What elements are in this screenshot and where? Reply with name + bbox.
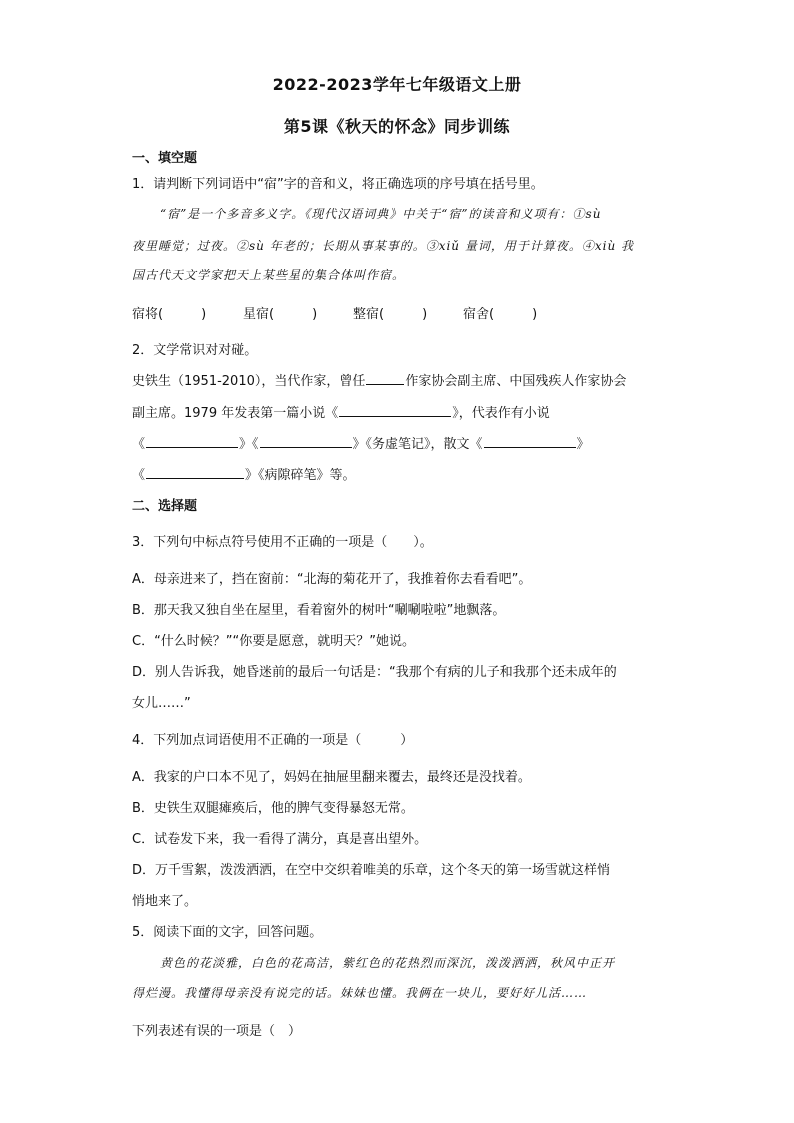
reading-passage-line: 得烂漫。我懂得母亲没有说完的话。妹妹也懂。我俩在一块儿，要好好儿活…… xyxy=(132,986,588,1000)
word-label: 整宿( xyxy=(353,307,385,322)
question-1-item: 整宿( ) xyxy=(353,307,428,322)
answer-blank[interactable] xyxy=(260,433,352,448)
option-a: A．母亲进来了，挡在窗前：“北海的菊花开了，我推着你去看看吧”。 xyxy=(132,572,532,587)
answer-blank[interactable] xyxy=(339,402,451,417)
answer-blank[interactable] xyxy=(146,464,244,479)
reading-passage-line: 黄色的花淡雅，白色的花高洁，紫红色的花热烈而深沉，泼泼洒洒，秋风中正开 xyxy=(160,956,616,970)
option-d-continued: 悄地来了。 xyxy=(132,894,198,909)
word-label: 宿舍( xyxy=(463,307,495,322)
option-d: D．别人告诉我，她昏迷前的最后一句话是：“我那个有病的儿子和我那个还未成年的 xyxy=(132,665,617,680)
word-label: 宿将( xyxy=(132,307,164,322)
option-d: D．万千雪絮，泼泼洒洒，在空中交织着唯美的乐章，这个冬天的第一场雪就这样悄 xyxy=(132,863,611,878)
question-1-quote-line: 夜里睡觉；过夜。②sù 年老的；长期从事某事的。③xiǔ 量词，用于计算夜。④xiù 我 xyxy=(132,239,635,253)
answer-blank[interactable] xyxy=(366,370,404,385)
option-b: B．史铁生双腿瘫痪后，他的脾气变得暴怒无常。 xyxy=(132,801,414,816)
question-1-quote-line: 国古代天文学家把天上某些星的集合体叫作宿。 xyxy=(132,268,406,282)
question-2-line: 《 》《 》《务虚笔记》，散文《 》 xyxy=(132,433,590,452)
option-d-continued: 女儿……” xyxy=(132,696,191,711)
question-1-stem: 1．请判断下列词语中“宿”字的音和义，将正确选项的序号填在括号里。 xyxy=(132,177,544,192)
question-3-stem: 3．下列句中标点符号使用不正确的一项是（ ）。 xyxy=(132,535,433,550)
answer-blank[interactable] xyxy=(146,433,238,448)
document-subtitle: 第5课《秋天的怀念》同步训练 xyxy=(283,117,511,136)
option-b: B．那天我又独自坐在屋里，看着窗外的树叶“唰唰啦啦”地飘落。 xyxy=(132,603,506,618)
option-c: C．“什么时候？”“你要是愿意，就明天？”她说。 xyxy=(132,634,416,649)
question-2-line: 副主席。1979 年发表第一篇小说《 》，代表作有小说 xyxy=(132,402,550,421)
question-2-stem: 2．文学常识对对碰。 xyxy=(132,343,258,358)
option-a: A．我家的户口本不见了，妈妈在抽屉里翻来覆去，最终还是没找着。 xyxy=(132,770,531,785)
question-2-line: 史铁生（1951-2010），当代作家，曾任 作家协会副主席、中国残疾人作家协会 xyxy=(132,370,626,389)
question-4-stem: 4．下列加点词语使用不正确的一项是（ ） xyxy=(132,733,414,748)
word-label: 星宿( xyxy=(243,307,275,322)
question-1-item: 宿舍( ) xyxy=(463,307,538,322)
question-5-stem: 5．阅读下面的文字，回答问题。 xyxy=(132,925,323,940)
section-heading-multiple-choice: 二、选择题 xyxy=(132,499,198,514)
answer-blank[interactable] xyxy=(484,433,576,448)
question-5-prompt: 下列表述有误的一项是（ ） xyxy=(132,1024,302,1039)
document-title: 2022-2023学年七年级语文上册 xyxy=(272,75,522,94)
question-2-line: 《 》《病隙碎笔》等。 xyxy=(132,464,356,483)
question-1-item: 星宿( ) xyxy=(243,307,318,322)
option-c: C．试卷发下来，我一看得了满分，真是喜出望外。 xyxy=(132,832,428,847)
section-heading-fill-in: 一、填空题 xyxy=(132,151,198,166)
question-1-item: 宿将( ) xyxy=(132,307,207,322)
question-1-quote-line: “宿”是一个多音多义字。《现代汉语词典》中关于“宿”的读音和义项有：①sù xyxy=(160,207,602,221)
